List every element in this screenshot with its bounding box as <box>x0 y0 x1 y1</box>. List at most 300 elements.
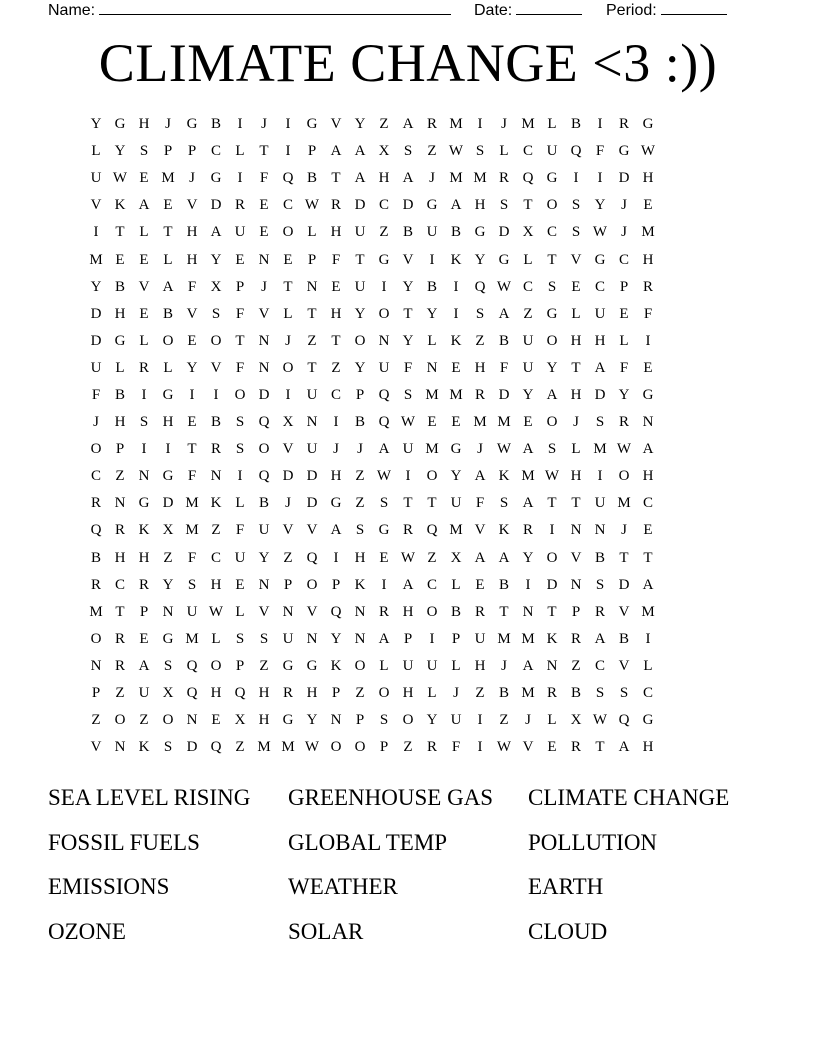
grid-letter[interactable]: U <box>306 386 318 403</box>
grid-letter[interactable]: U <box>90 359 102 376</box>
grid-letter[interactable]: N <box>522 603 534 620</box>
grid-letter[interactable]: E <box>643 359 653 376</box>
grid-letter[interactable]: P <box>139 603 149 620</box>
grid-letter[interactable]: M <box>593 441 607 458</box>
grid-letter[interactable]: W <box>592 224 608 241</box>
grid-letter[interactable]: X <box>162 522 174 539</box>
grid-letter[interactable]: E <box>475 576 485 593</box>
grid-letter[interactable]: L <box>571 305 581 322</box>
grid-letter[interactable]: F <box>235 305 245 322</box>
grid-letter[interactable]: U <box>234 549 246 566</box>
grid-letter[interactable]: Y <box>210 251 222 268</box>
grid-letter[interactable]: J <box>261 116 267 133</box>
grid-letter[interactable]: X <box>570 712 582 729</box>
grid-letter[interactable]: J <box>93 414 99 431</box>
grid-letter[interactable]: I <box>333 549 339 566</box>
grid-letter[interactable]: B <box>210 116 221 133</box>
grid-letter[interactable]: V <box>90 739 102 756</box>
grid-letter[interactable]: T <box>235 332 245 349</box>
grid-letter[interactable]: O <box>378 685 390 702</box>
grid-letter[interactable]: N <box>138 468 150 485</box>
grid-letter[interactable]: C <box>210 143 221 160</box>
grid-letter[interactable]: Z <box>427 143 437 160</box>
grid-letter[interactable]: Z <box>283 549 293 566</box>
grid-letter[interactable]: B <box>450 224 461 241</box>
grid-letter[interactable]: H <box>162 414 174 431</box>
grid-letter[interactable]: M <box>641 224 655 241</box>
grid-letter[interactable]: Z <box>331 359 341 376</box>
grid-letter[interactable]: I <box>333 414 339 431</box>
grid-letter[interactable]: E <box>139 630 149 647</box>
grid-letter[interactable]: M <box>521 685 535 702</box>
grid-letter[interactable]: T <box>643 549 653 566</box>
grid-letter[interactable]: S <box>475 143 485 160</box>
grid-letter[interactable]: S <box>547 441 557 458</box>
grid-letter[interactable]: W <box>400 414 416 431</box>
grid-letter[interactable]: I <box>549 522 555 539</box>
grid-letter[interactable]: O <box>546 549 558 566</box>
grid-letter[interactable]: E <box>571 278 581 295</box>
grid-letter[interactable]: M <box>449 522 463 539</box>
grid-letter[interactable]: M <box>425 441 439 458</box>
grid-letter[interactable]: Y <box>546 359 558 376</box>
grid-letter[interactable]: Q <box>90 522 102 539</box>
grid-letter[interactable]: H <box>138 116 150 133</box>
grid-letter[interactable]: O <box>162 332 174 349</box>
grid-letter[interactable]: R <box>210 441 221 458</box>
grid-letter[interactable]: M <box>449 170 463 187</box>
grid-letter[interactable]: R <box>498 170 509 187</box>
grid-letter[interactable]: X <box>234 712 246 729</box>
grid-letter[interactable]: T <box>331 170 341 187</box>
grid-letter[interactable]: H <box>402 685 414 702</box>
grid-letter[interactable]: O <box>282 224 294 241</box>
grid-letter[interactable]: Q <box>330 603 342 620</box>
grid-letter[interactable]: O <box>618 468 630 485</box>
grid-letter[interactable]: H <box>114 549 126 566</box>
grid-letter[interactable]: C <box>378 197 389 214</box>
grid-letter[interactable]: K <box>114 197 126 214</box>
grid-letter[interactable]: E <box>331 278 341 295</box>
grid-letter[interactable]: N <box>162 603 174 620</box>
grid-letter[interactable]: N <box>378 332 390 349</box>
grid-letter[interactable]: T <box>331 332 341 349</box>
grid-letter[interactable]: E <box>643 197 653 214</box>
grid-letter[interactable]: G <box>162 630 174 647</box>
grid-letter[interactable]: S <box>235 414 245 431</box>
grid-letter[interactable]: Q <box>210 739 222 756</box>
grid-letter[interactable]: T <box>427 495 437 512</box>
grid-letter[interactable]: Z <box>499 712 509 729</box>
grid-letter[interactable]: P <box>187 143 197 160</box>
grid-letter[interactable]: J <box>285 495 291 512</box>
grid-letter[interactable]: E <box>187 332 197 349</box>
grid-letter[interactable]: L <box>547 116 557 133</box>
grid-letter[interactable]: U <box>594 495 606 512</box>
grid-letter[interactable]: M <box>521 468 535 485</box>
name-field[interactable] <box>48 0 451 20</box>
grid-letter[interactable]: R <box>90 576 101 593</box>
grid-letter[interactable]: T <box>307 305 317 322</box>
grid-letter[interactable]: Z <box>475 332 485 349</box>
grid-letter[interactable]: Q <box>378 414 390 431</box>
grid-letter[interactable]: X <box>162 685 174 702</box>
grid-letter[interactable]: C <box>330 386 341 403</box>
grid-letter[interactable]: L <box>619 332 629 349</box>
grid-letter[interactable]: E <box>235 576 245 593</box>
grid-letter[interactable]: D <box>90 332 102 349</box>
grid-letter[interactable]: H <box>210 576 222 593</box>
grid-letter[interactable]: Z <box>379 224 389 241</box>
grid-letter[interactable]: V <box>90 197 102 214</box>
grid-letter[interactable]: C <box>426 576 437 593</box>
grid-letter[interactable]: C <box>282 197 293 214</box>
grid-letter[interactable]: I <box>645 630 651 647</box>
grid-letter[interactable]: P <box>379 739 389 756</box>
grid-letter[interactable]: R <box>618 414 629 431</box>
grid-letter[interactable]: N <box>210 468 222 485</box>
grid-letter[interactable]: A <box>354 143 366 160</box>
grid-letter[interactable]: B <box>570 116 581 133</box>
grid-letter[interactable]: W <box>496 441 512 458</box>
grid-letter[interactable]: M <box>185 495 199 512</box>
grid-letter[interactable]: P <box>403 630 413 647</box>
grid-letter[interactable]: L <box>115 359 125 376</box>
grid-letter[interactable]: Z <box>211 522 221 539</box>
grid-letter[interactable]: Z <box>235 739 245 756</box>
grid-letter[interactable]: N <box>258 576 270 593</box>
grid-letter[interactable]: O <box>162 712 174 729</box>
grid-letter[interactable]: V <box>474 522 486 539</box>
grid-letter[interactable]: U <box>594 305 606 322</box>
grid-letter[interactable]: O <box>306 576 318 593</box>
grid-letter[interactable]: A <box>378 441 390 458</box>
grid-letter[interactable]: P <box>235 657 245 674</box>
grid-letter[interactable]: J <box>621 197 627 214</box>
grid-letter[interactable]: A <box>474 549 486 566</box>
grid-letter[interactable]: H <box>642 739 654 756</box>
grid-letter[interactable]: A <box>354 170 366 187</box>
grid-letter[interactable]: W <box>112 170 128 187</box>
grid-letter[interactable]: L <box>235 143 245 160</box>
grid-letter[interactable]: G <box>498 251 510 268</box>
grid-letter[interactable]: S <box>211 305 221 322</box>
grid-letter[interactable]: Z <box>523 305 533 322</box>
grid-letter[interactable]: H <box>642 170 654 187</box>
grid-letter[interactable]: E <box>115 251 125 268</box>
grid-letter[interactable]: D <box>594 386 606 403</box>
grid-letter[interactable]: N <box>354 630 366 647</box>
grid-letter[interactable]: U <box>186 603 198 620</box>
grid-letter[interactable]: E <box>139 170 149 187</box>
grid-letter[interactable]: T <box>547 251 557 268</box>
grid-letter[interactable]: A <box>402 576 414 593</box>
grid-letter[interactable]: S <box>355 522 365 539</box>
grid-letter[interactable]: F <box>475 495 485 512</box>
grid-letter[interactable]: F <box>595 143 605 160</box>
grid-letter[interactable]: I <box>93 224 99 241</box>
grid-letter[interactable]: I <box>453 305 459 322</box>
grid-letter[interactable]: Q <box>570 143 582 160</box>
word-search-grid[interactable] <box>84 111 744 761</box>
grid-letter[interactable]: T <box>547 495 557 512</box>
grid-letter[interactable]: I <box>645 332 651 349</box>
grid-letter[interactable]: M <box>473 170 487 187</box>
grid-letter[interactable]: G <box>210 170 222 187</box>
grid-letter[interactable]: Y <box>474 251 486 268</box>
grid-letter[interactable]: G <box>186 116 198 133</box>
grid-letter[interactable]: H <box>258 712 270 729</box>
grid-letter[interactable]: L <box>139 224 149 241</box>
grid-letter[interactable]: T <box>571 495 581 512</box>
grid-letter[interactable]: J <box>429 170 435 187</box>
grid-letter[interactable]: M <box>89 603 103 620</box>
grid-letter[interactable]: L <box>235 603 245 620</box>
grid-letter[interactable]: P <box>115 441 125 458</box>
grid-letter[interactable]: A <box>330 522 342 539</box>
grid-letter[interactable]: B <box>258 495 269 512</box>
grid-letter[interactable]: A <box>546 386 558 403</box>
grid-letter[interactable]: G <box>378 251 390 268</box>
grid-letter[interactable]: K <box>546 630 558 647</box>
grid-letter[interactable]: T <box>619 549 629 566</box>
grid-letter[interactable]: L <box>379 657 389 674</box>
grid-letter[interactable]: V <box>618 603 630 620</box>
grid-letter[interactable]: L <box>91 143 101 160</box>
grid-letter[interactable]: Y <box>162 576 174 593</box>
grid-letter[interactable]: I <box>597 116 603 133</box>
grid-letter[interactable]: V <box>210 359 222 376</box>
grid-letter[interactable]: Z <box>475 685 485 702</box>
grid-letter[interactable]: J <box>333 441 339 458</box>
grid-letter[interactable]: E <box>451 414 461 431</box>
period-field[interactable] <box>606 0 727 20</box>
grid-letter[interactable]: N <box>186 712 198 729</box>
grid-letter[interactable]: Y <box>426 305 438 322</box>
grid-letter[interactable]: E <box>427 414 437 431</box>
grid-letter[interactable]: Z <box>403 739 413 756</box>
grid-letter[interactable]: X <box>282 414 294 431</box>
grid-letter[interactable]: I <box>477 739 483 756</box>
grid-letter[interactable]: O <box>282 359 294 376</box>
grid-letter[interactable]: G <box>306 116 318 133</box>
grid-letter[interactable]: M <box>185 630 199 647</box>
grid-letter[interactable]: P <box>619 278 629 295</box>
grid-letter[interactable]: L <box>235 495 245 512</box>
grid-letter[interactable]: L <box>211 630 221 647</box>
grid-letter[interactable]: R <box>402 522 413 539</box>
grid-letter[interactable]: M <box>521 116 535 133</box>
grid-letter[interactable]: N <box>90 657 102 674</box>
grid-letter[interactable]: M <box>497 630 511 647</box>
grid-letter[interactable]: Q <box>378 386 390 403</box>
grid-letter[interactable]: V <box>306 603 318 620</box>
grid-letter[interactable]: U <box>402 441 414 458</box>
grid-letter[interactable]: N <box>114 495 126 512</box>
grid-letter[interactable]: G <box>282 712 294 729</box>
grid-letter[interactable]: Y <box>114 143 126 160</box>
grid-letter[interactable]: H <box>186 224 198 241</box>
grid-letter[interactable]: Y <box>186 359 198 376</box>
grid-letter[interactable]: H <box>306 685 318 702</box>
grid-letter[interactable]: Q <box>258 414 270 431</box>
grid-letter[interactable]: R <box>594 603 605 620</box>
grid-letter[interactable]: S <box>403 386 413 403</box>
grid-letter[interactable]: T <box>115 603 125 620</box>
grid-letter[interactable]: S <box>595 414 605 431</box>
grid-letter[interactable]: A <box>138 197 150 214</box>
grid-letter[interactable]: P <box>571 603 581 620</box>
grid-letter[interactable]: C <box>594 278 605 295</box>
grid-letter[interactable]: G <box>642 116 654 133</box>
grid-letter[interactable]: O <box>354 657 366 674</box>
grid-letter[interactable]: F <box>259 170 269 187</box>
grid-letter[interactable]: R <box>138 359 149 376</box>
grid-letter[interactable]: W <box>304 739 320 756</box>
grid-letter[interactable]: P <box>91 685 101 702</box>
grid-letter[interactable]: R <box>426 116 437 133</box>
grid-letter[interactable]: O <box>546 197 558 214</box>
grid-letter[interactable]: Q <box>186 657 198 674</box>
grid-letter[interactable]: F <box>331 251 341 268</box>
grid-letter[interactable]: O <box>210 657 222 674</box>
grid-letter[interactable]: Q <box>522 170 534 187</box>
grid-letter[interactable]: N <box>594 522 606 539</box>
grid-letter[interactable]: E <box>547 739 557 756</box>
grid-letter[interactable]: M <box>281 739 295 756</box>
grid-letter[interactable]: A <box>618 739 630 756</box>
grid-letter[interactable]: R <box>570 630 581 647</box>
grid-letter[interactable]: M <box>185 522 199 539</box>
grid-letter[interactable]: O <box>258 441 270 458</box>
grid-letter[interactable]: V <box>570 549 582 566</box>
grid-letter[interactable]: Y <box>90 278 102 295</box>
grid-letter[interactable]: S <box>595 576 605 593</box>
grid-letter[interactable]: P <box>331 685 341 702</box>
grid-letter[interactable]: D <box>90 305 102 322</box>
grid-letter[interactable]: U <box>306 441 318 458</box>
grid-letter[interactable]: H <box>474 359 486 376</box>
grid-letter[interactable]: B <box>498 332 509 349</box>
grid-letter[interactable]: U <box>138 685 150 702</box>
grid-letter[interactable]: I <box>237 170 243 187</box>
grid-letter[interactable]: Q <box>186 685 198 702</box>
grid-letter[interactable]: X <box>450 549 462 566</box>
grid-letter[interactable]: U <box>426 224 438 241</box>
grid-letter[interactable]: M <box>449 386 463 403</box>
grid-letter[interactable]: R <box>522 522 533 539</box>
grid-letter[interactable]: P <box>307 143 317 160</box>
grid-letter[interactable]: I <box>213 386 219 403</box>
grid-letter[interactable]: O <box>330 739 342 756</box>
grid-letter[interactable]: H <box>114 414 126 431</box>
grid-letter[interactable]: V <box>402 251 414 268</box>
grid-letter[interactable]: I <box>141 441 147 458</box>
grid-letter[interactable]: G <box>162 386 174 403</box>
grid-letter[interactable]: Z <box>115 468 125 485</box>
grid-letter[interactable]: V <box>258 603 270 620</box>
grid-letter[interactable]: K <box>450 332 462 349</box>
grid-letter[interactable]: A <box>642 576 654 593</box>
grid-letter[interactable]: U <box>450 495 462 512</box>
grid-letter[interactable]: C <box>594 657 605 674</box>
grid-letter[interactable]: H <box>258 685 270 702</box>
grid-letter[interactable]: T <box>259 143 269 160</box>
grid-letter[interactable]: A <box>522 441 534 458</box>
grid-letter[interactable]: W <box>496 278 512 295</box>
grid-letter[interactable]: I <box>477 712 483 729</box>
grid-letter[interactable]: H <box>330 468 342 485</box>
grid-letter[interactable]: Q <box>234 685 246 702</box>
grid-letter[interactable]: J <box>477 441 483 458</box>
grid-letter[interactable]: N <box>330 712 342 729</box>
grid-letter[interactable]: N <box>114 739 126 756</box>
grid-letter[interactable]: O <box>378 305 390 322</box>
grid-letter[interactable]: S <box>379 495 389 512</box>
grid-letter[interactable]: B <box>570 685 581 702</box>
grid-letter[interactable]: W <box>304 197 320 214</box>
grid-letter[interactable]: B <box>90 549 101 566</box>
grid-letter[interactable]: W <box>496 739 512 756</box>
grid-letter[interactable]: A <box>330 143 342 160</box>
grid-letter[interactable]: T <box>163 224 173 241</box>
grid-letter[interactable]: R <box>138 576 149 593</box>
grid-letter[interactable]: D <box>210 197 222 214</box>
grid-letter[interactable]: R <box>282 685 293 702</box>
grid-letter[interactable]: B <box>618 630 629 647</box>
grid-letter[interactable]: T <box>523 197 533 214</box>
grid-letter[interactable]: A <box>210 224 222 241</box>
grid-letter[interactable]: C <box>522 143 533 160</box>
grid-letter[interactable]: V <box>258 305 270 322</box>
grid-letter[interactable]: V <box>330 116 342 133</box>
grid-letter[interactable]: G <box>306 657 318 674</box>
grid-letter[interactable]: D <box>258 386 270 403</box>
grid-letter[interactable]: Y <box>354 116 366 133</box>
grid-letter[interactable]: V <box>618 657 630 674</box>
grid-letter[interactable]: I <box>141 386 147 403</box>
grid-letter[interactable]: Y <box>402 332 414 349</box>
grid-letter[interactable]: J <box>621 522 627 539</box>
grid-letter[interactable]: H <box>642 468 654 485</box>
date-blank-line[interactable] <box>516 0 582 15</box>
grid-letter[interactable]: I <box>429 630 435 647</box>
grid-letter[interactable]: P <box>451 630 461 647</box>
grid-letter[interactable]: L <box>163 251 173 268</box>
grid-letter[interactable]: J <box>165 116 171 133</box>
grid-letter[interactable]: F <box>619 359 629 376</box>
grid-letter[interactable]: A <box>162 278 174 295</box>
grid-letter[interactable]: Y <box>450 468 462 485</box>
grid-letter[interactable]: O <box>210 332 222 349</box>
period-blank-line[interactable] <box>661 0 727 15</box>
grid-letter[interactable]: L <box>163 359 173 376</box>
grid-letter[interactable]: B <box>114 278 125 295</box>
grid-letter[interactable]: E <box>643 522 653 539</box>
grid-letter[interactable]: L <box>139 332 149 349</box>
grid-letter[interactable]: G <box>642 712 654 729</box>
grid-letter[interactable]: Q <box>474 278 486 295</box>
grid-letter[interactable]: S <box>475 305 485 322</box>
grid-letter[interactable]: E <box>235 251 245 268</box>
grid-letter[interactable]: P <box>307 251 317 268</box>
grid-letter[interactable]: T <box>403 495 413 512</box>
grid-letter[interactable]: Q <box>282 170 294 187</box>
grid-letter[interactable]: H <box>570 386 582 403</box>
grid-letter[interactable]: R <box>618 116 629 133</box>
grid-letter[interactable]: B <box>426 278 437 295</box>
grid-letter[interactable]: S <box>571 197 581 214</box>
